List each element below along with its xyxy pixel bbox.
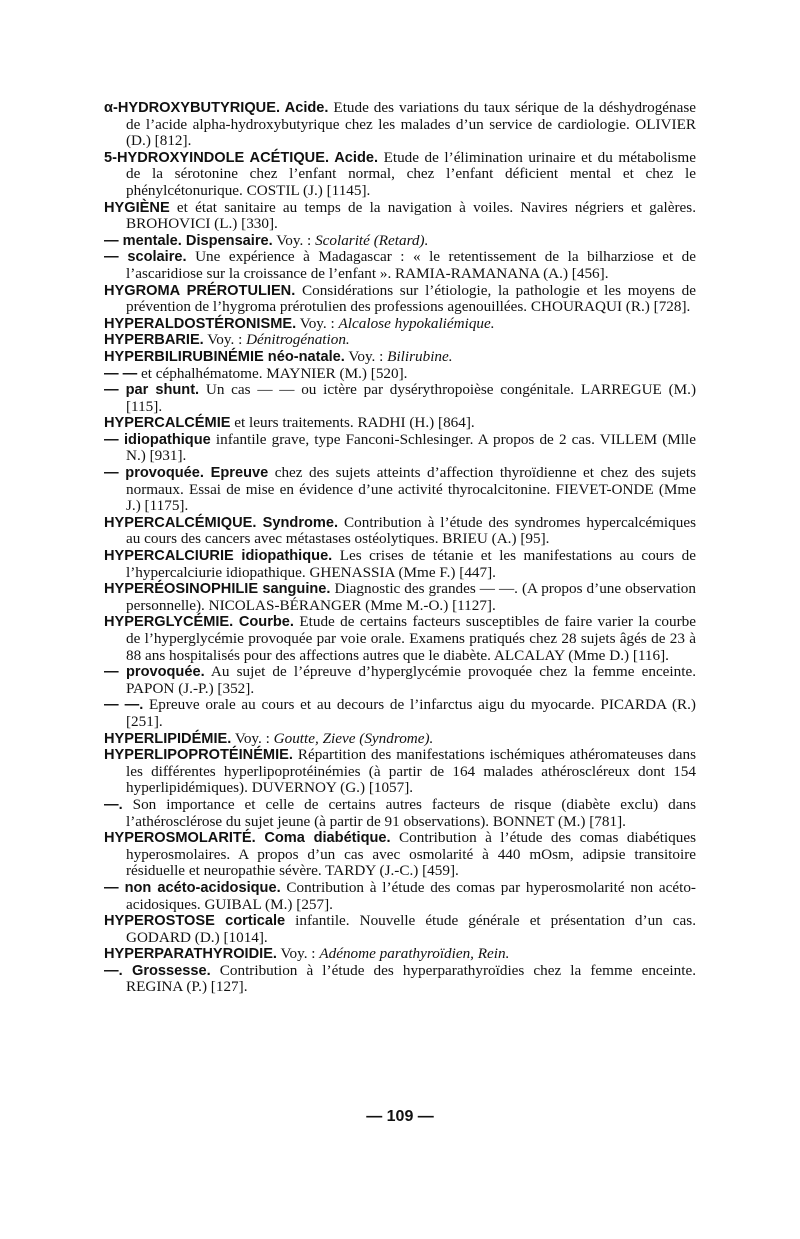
- entry-heading: 5-HYDROXYINDOLE ACÉTIQUE. Acide.: [104, 149, 379, 166]
- entry-heading: — idiopathique: [104, 431, 211, 448]
- entry-cross-reference: Adénome parathyroïdien, Rein.: [319, 945, 510, 963]
- entry-text: Répartition des manifestations ischémiques athéromateuses dans les différentes hyperlipoprotéinémies (à partir de 164 malades athéroscléreux dont 154 hyperlipidémiques). DUVERNOY (G.) [1057].: [126, 746, 696, 797]
- entry-heading: — par shunt.: [104, 382, 200, 399]
- index-entry: [104, 465, 696, 515]
- entry-heading: — provoquée. Epreuve: [104, 465, 269, 482]
- index-entry: [104, 100, 696, 150]
- entry-heading: HYPEROSTOSE corticale: [104, 913, 286, 930]
- entry-heading: HYPERCALCÉMIE: [104, 415, 231, 432]
- entry-text: et état sanitaire au temps de la navigation à voiles. Navires négriers et galères. BROHOVICI (L.) [330].: [126, 198, 696, 233]
- entry-heading: HYPERCALCIURIE idiopathique.: [104, 548, 333, 565]
- index-entry: [104, 349, 696, 366]
- entry-text: Voy. :: [272, 231, 316, 249]
- entry-heading: — non acéto-acidosique.: [104, 879, 281, 896]
- entry-heading: HYPERLIPIDÉMIE.: [104, 730, 232, 747]
- index-entry: [104, 963, 696, 996]
- entry-heading: — provoquée.: [104, 664, 205, 681]
- entry-heading: — —.: [104, 697, 144, 714]
- entry-text: Son importance et celle de certains autres facteurs de risque (diabète exclu) dans l’athérosclérose du sujet jeune (à partir de 91 observations). BONNET (M.) [781].: [122, 795, 696, 830]
- page-number: — 109 —: [366, 1108, 434, 1125]
- index-entry: [104, 946, 696, 963]
- index-entry: [104, 731, 696, 748]
- entry-text: Contribution à l’étude des syndromes hypercalcémiques au cours des cancers avec métastases ostéolytiques. BRIEU (A.) [95].: [126, 513, 696, 548]
- entry-text: Au sujet de l’épreuve d’hyperglycémie provoquée chez la femme enceinte. PAPON (J.-P.) [352].: [126, 663, 696, 697]
- entry-text: Voy. :: [344, 347, 388, 365]
- entry-heading: — mentale. Dispensaire.: [104, 232, 273, 249]
- entry-cross-reference: Scolarité (Retard).: [315, 231, 429, 249]
- entry-heading: HYPERÉOSINOPHILIE sanguine.: [104, 581, 331, 598]
- entry-text: Considérations sur l’étiologie, la pathologie et les moyens de prévention de l’hygroma prérotulien des professions agenouillées. CHOURAQUI (R.) [728].: [126, 281, 696, 316]
- entry-heading: HYPEROSMOLARITÉ. Coma diabétique.: [104, 830, 391, 847]
- entry-text: Voy. :: [203, 331, 247, 349]
- entry-text: et céphalhématome. MAYNIER (M.) [520].: [137, 364, 408, 382]
- entry-heading: — —: [104, 365, 138, 382]
- entry-text: infantile. Nouvelle étude générale et présentation d’un cas. GODARD (D.) [1014].: [126, 912, 696, 946]
- entry-heading: HYPERBILIRUBINÉMIE néo-natale.: [104, 348, 345, 365]
- entry-text: et leurs traitements. RADHI (H.) [864].: [230, 414, 475, 432]
- entry-heading: HYPERGLYCÉMIE. Courbe.: [104, 614, 294, 631]
- index-entry: [104, 515, 696, 548]
- index-entry: [104, 150, 696, 200]
- index-entry: [104, 415, 696, 432]
- index-entry: [104, 697, 696, 730]
- index-entry: [104, 382, 696, 415]
- index-entry: [104, 283, 696, 316]
- index-entry: [104, 366, 696, 383]
- entry-text: Contribution à l’étude des comas par hyperosmolarité non acéto-acidosiques. GUIBAL (M.) [257].: [126, 878, 696, 913]
- index-entry: [104, 316, 696, 333]
- index-entry: [104, 614, 696, 664]
- entry-heading: α-HYDROXYBUTYRIQUE. Acide.: [104, 100, 329, 116]
- entry-text: Contribution à l’étude des comas diabétiques hyperosmolaires. A propos d’un cas avec osmolarité à 440 mOsm, adipsie transitoire résiduelle et neuropathie sévère. TARDY (J.-C.) [459].: [126, 829, 697, 880]
- entry-cross-reference: Bilirubine.: [387, 347, 453, 365]
- index-entry: [104, 664, 696, 697]
- entry-text: Etude de l’élimination urinaire et du métabolisme de la sérotonine chez l’enfant normal, chez l’enfant déficient mental et chez le phénylcétonurique. COSTIL (J.) [1145].: [126, 148, 696, 199]
- index-entry: [104, 880, 696, 913]
- index-entry: [104, 797, 696, 830]
- index-entry: [104, 200, 696, 233]
- entry-cross-reference: Dénitrogénation.: [246, 331, 350, 349]
- entry-heading: —. Grossesse.: [104, 962, 211, 979]
- entry-text: Diagnostic des grandes — —. (A propos d’une observation personnelle). NICOLAS-BÉRANGER (Mme M.-O.) [1127].: [126, 580, 696, 614]
- entry-heading: — scolaire.: [104, 249, 187, 266]
- entry-cross-reference: Alcalose hypokaliémique.: [338, 314, 495, 332]
- index-entry: [104, 548, 696, 581]
- entry-heading: HYPERALDOSTÉRONISME.: [104, 315, 297, 332]
- entry-text: Les crises de tétanie et les manifestations au cours de l’hypercalciurie idiopathique. GHENASSIA (Mme F.) [447].: [126, 547, 696, 581]
- index-entry: [104, 913, 696, 946]
- entry-heading: HYPERPARATHYROIDIE.: [104, 946, 277, 963]
- entry-heading: HYGIÈNE: [104, 199, 170, 216]
- entry-text: Etude de certains facteurs susceptibles de faire varier la courbe de l’hyperglycémie provoquée par voie orale. Examens pratiqués chez 28 sujets âgés de 23 à 88 ans hospitalisés pour des affections autres que le diabète. ALCALAY (Mme D.) [116].: [126, 613, 696, 664]
- entry-text: chez des sujets atteints d’affection thyroïdienne et chez des sujets normaux. Essai de mise en évidence d’une activité thyrocalcitonine. FIEVET-ONDE (Mme J.) [1175].: [126, 464, 696, 515]
- entry-text: Voy. :: [231, 729, 274, 747]
- entry-heading: —.: [104, 796, 123, 813]
- index-entry: [104, 233, 696, 250]
- entry-text: Etude des variations du taux sérique de la déshydrogénase de l’acide alpha-hydroxybutyrique chez les malades d’un service de cardiologie. OLIVIER (D.) [812].: [126, 99, 697, 150]
- entry-heading: HYPERCALCÉMIQUE. Syndrome.: [104, 514, 339, 531]
- entry-text: Epreuve orale au cours et au decours de l’infarctus aigu du myocarde. PICARDA (R.) [251].: [126, 696, 696, 730]
- entry-text: Une expérience à Madagascar : « le retentissement de la bilharziose et de l’ascaridiose sur la croissance de l’enfant ». RAMIA-RAMANANA (A.) [456].: [126, 248, 696, 282]
- entry-text: Contribution à l’étude des hyperparathyroïdies chez la femme enceinte. REGINA (P.) [127].: [126, 961, 696, 996]
- entry-text: Voy. :: [276, 945, 320, 963]
- entry-cross-reference: Goutte, Zieve (Syndrome).: [273, 729, 434, 747]
- entry-text: infantile grave, type Fanconi-Schlesinger. A propos de 2 cas. VILLEM (Mlle N.) [931].: [126, 430, 696, 465]
- index-entry: [104, 432, 696, 465]
- entry-heading: HYPERBARIE.: [104, 332, 204, 349]
- index-entry: [104, 332, 696, 349]
- entry-text: Un cas — — ou ictère par dysérythropoièse congénitale. LARREGUE (M.) [115].: [126, 381, 696, 415]
- index-entry: [104, 747, 696, 797]
- entry-heading: HYPERLIPOPROTÉINÉMIE.: [104, 747, 293, 764]
- index-entry: [104, 830, 696, 880]
- index-entry: [104, 249, 696, 282]
- index-page-body: [104, 100, 696, 996]
- entry-text: Voy. :: [296, 314, 339, 332]
- index-entry: [104, 581, 696, 614]
- entry-heading: HYGROMA PRÉROTULIEN.: [104, 282, 296, 299]
